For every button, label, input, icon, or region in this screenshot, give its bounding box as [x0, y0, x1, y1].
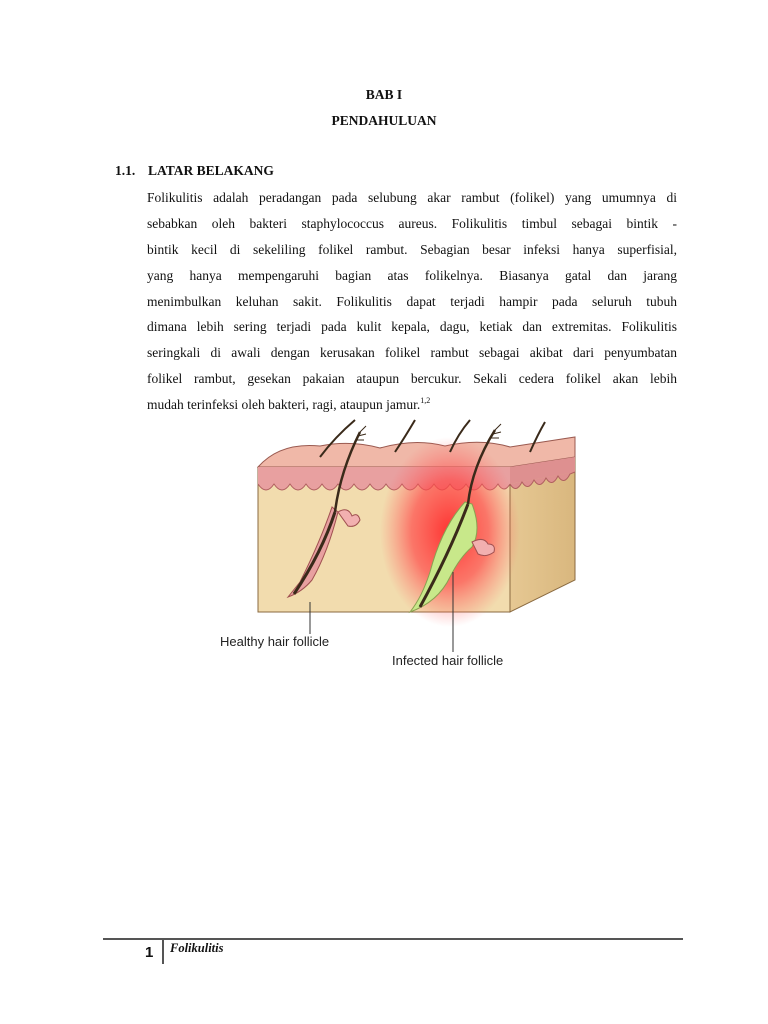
- page-number: 1: [145, 944, 154, 961]
- paragraph-line: Folikulitis adalah peradangan pada selubung akar rambut (folikel) yang umumnya di: [147, 190, 677, 205]
- section-number: 1.1.: [115, 163, 136, 178]
- section-heading: [115, 163, 274, 179]
- citation-superscript: 1,2: [420, 396, 431, 406]
- paragraph-line: sebabkan oleh bakteri staphylococcus aureus. Folikulitis timbul sebagai bintik -: [147, 215, 677, 231]
- paragraph-line: yang hanya mempengaruhi bagian atas folikelnya. Biasanya gatal dan jarang: [147, 267, 677, 283]
- paragraph-line: menimbulkan keluhan sakit. Folikulitis dapat terjadi hampir pada seluruh tubuh: [147, 293, 677, 309]
- chapter-number: BAB I: [365, 87, 403, 102]
- paragraph-line: mudah terinfeksi oleh bakteri, ragi, ataupun jamur.: [147, 397, 421, 413]
- chapter-title: PENDAHULUAN: [331, 113, 437, 128]
- footer-separator: [162, 940, 164, 964]
- body-paragraph: [147, 185, 677, 418]
- paragraph-line: bintik kecil di sekeliling folikel rambut. Sebagian besar infeksi hanya superfisial,: [147, 241, 677, 257]
- paragraph-line: dimana lebih sering terjadi pada kulit kepala, dagu, ketiak dan extremitas. Folikulitis: [147, 319, 677, 335]
- healthy-follicle-label: Healthy hair follicle: [220, 634, 330, 649]
- footer-title: Folikulitis: [170, 941, 224, 955]
- footer-rule: [103, 938, 683, 940]
- infected-follicle-label: Infected hair follicle: [392, 653, 504, 668]
- paragraph-line: seringkali di awali dengan kerusakan folikel rambut sebagai akibat dari penyumbatan: [147, 345, 677, 361]
- section-title: LATAR BELAKANG: [148, 163, 274, 178]
- paragraph-line: folikel rambut, gesekan pakaian ataupun bercukur. Sekali cedera folikel akan lebih: [147, 371, 677, 387]
- hair-follicle-illustration: [210, 412, 590, 677]
